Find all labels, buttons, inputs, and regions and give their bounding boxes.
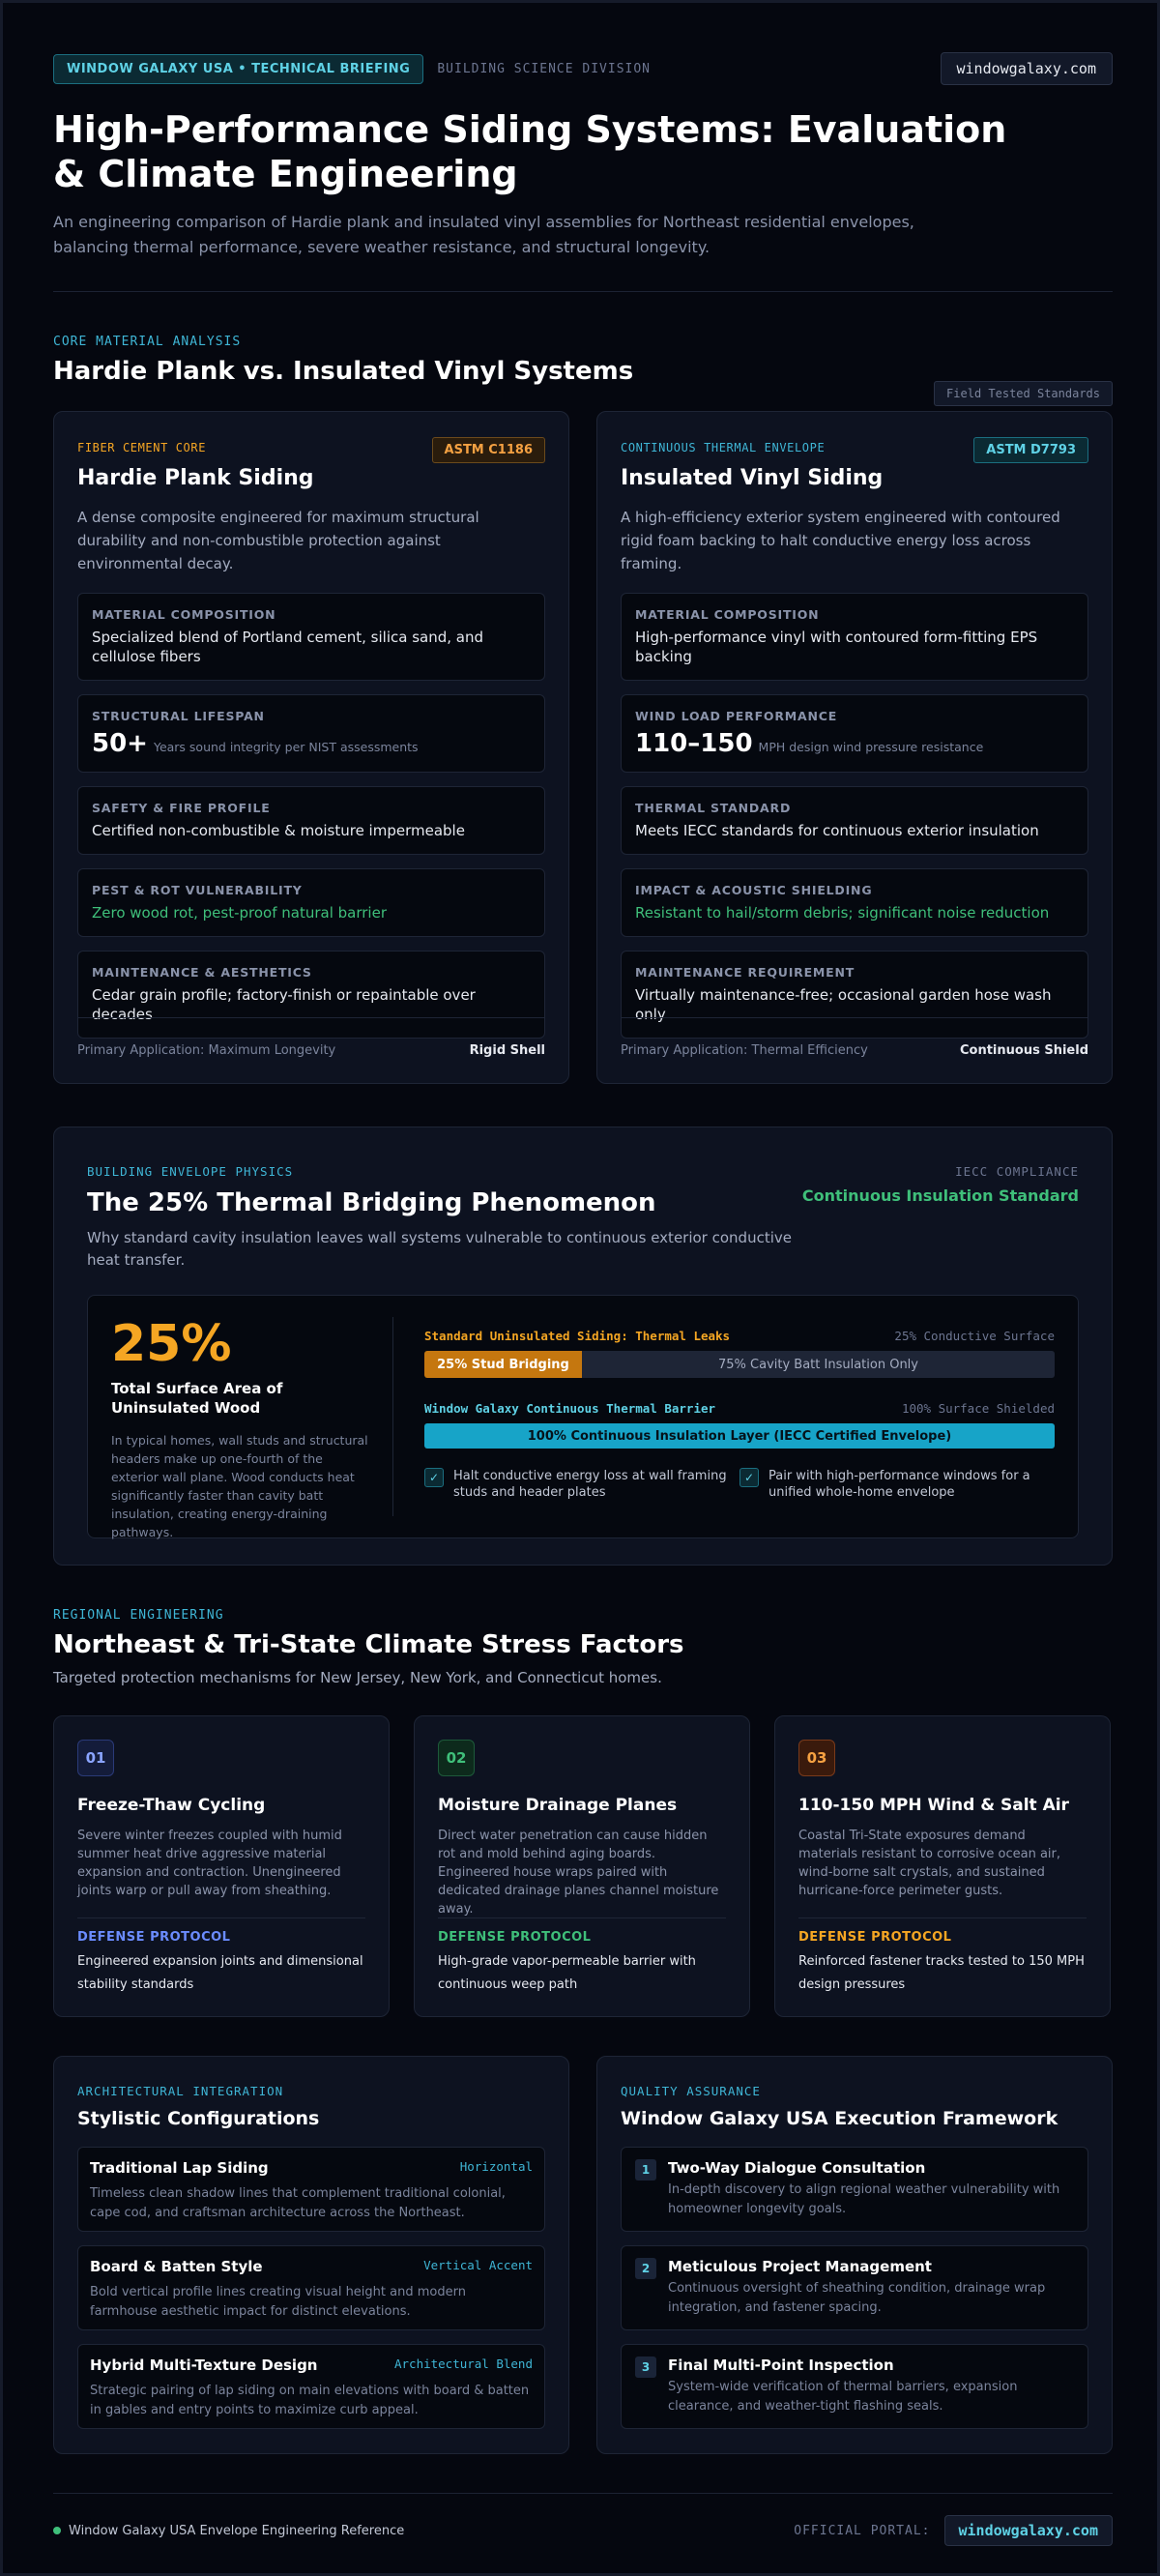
card-number: 03: [798, 1740, 835, 1776]
style-tag: Vertical Accent: [423, 2258, 533, 2272]
spec-label: MATERIAL COMPOSITION: [92, 607, 276, 622]
card-description: Coastal Tri-State exposures demand materials resistant to corrosive ocean air, wind-borne salt crystals, and sustained hurricane-force perimeter gusts.: [798, 1829, 1061, 1898]
insulated-vinyl-card: [596, 411, 1113, 1084]
step-number: 3: [635, 2356, 656, 2378]
bar-label: Window Galaxy Continuous Thermal Barrier: [424, 1401, 716, 1416]
climate-card-wind-salt: [774, 1715, 1111, 2017]
step-description: System-wide verification of thermal barriers, expansion clearance, and weather-tight flashing seals.: [668, 2380, 1018, 2414]
continuous-barrier-bar: [424, 1423, 1055, 1449]
page-content: [53, 53, 1113, 2546]
protocol-label: DEFENSE PROTOCOL: [77, 1917, 365, 1945]
card-description: A dense composite engineered for maximum structural durability and non-combustible protection against environmental decay.: [77, 509, 479, 572]
card-title: Window Galaxy USA Execution Framework: [621, 2108, 1058, 2129]
spec-label: STRUCTURAL LIFESPAN: [92, 709, 265, 723]
protocol-label: DEFENSE PROTOCOL: [798, 1917, 1087, 1945]
bar-label: Standard Uninsulated Siding: Thermal Leaks: [424, 1329, 731, 1343]
card-description: A high-efficiency exterior system engineered with contoured rigid foam backing to halt conductive energy loss across framing.: [621, 509, 1060, 572]
step-name: Meticulous Project Management: [668, 2258, 932, 2275]
card-title: Freeze-Thaw Cycling: [77, 1796, 266, 1815]
section-eyebrow: CORE MATERIAL ANALYSIS: [53, 335, 242, 349]
protocol-value: Engineered expansion joints and dimensional stability standards: [77, 1954, 363, 1992]
spec-value: Specialized blend of Portland cement, silica sand, and cellulose fibers: [92, 629, 483, 665]
style-name: Hybrid Multi-Texture Design: [90, 2356, 318, 2374]
thermal-panel: [87, 1295, 1079, 1538]
core-material-section: [53, 335, 1113, 1084]
spec-pest-rot: [77, 868, 545, 937]
primary-application: Primary Application: Maximum Longevity: [77, 1043, 336, 1058]
protocol-value: Reinforced fastener tracks tested to 150 MPH design pressures: [798, 1954, 1085, 1992]
spec-label: PEST & ROT VULNERABILITY: [92, 883, 303, 897]
spec-sub-value: MPH design wind pressure resistance: [758, 740, 984, 754]
card-footer-tag: Continuous Shield: [959, 1043, 1088, 1058]
style-tag: Architectural Blend: [394, 2356, 533, 2371]
header-url-link[interactable]: windowgalaxy.com: [941, 52, 1114, 85]
standard-badge: ASTM D7793: [973, 437, 1088, 463]
briefing-badge: WINDOW GALAXY USA • TECHNICAL BRIEFING: [53, 54, 423, 84]
card-description: Direct water penetration can cause hidden rot and mold behind aging boards. Engineered house wraps paired with dedicated drainage planes channel moisture away.: [438, 1829, 719, 1917]
card-eyebrow: FIBER CEMENT CORE: [77, 441, 207, 454]
standard-badge: ASTM C1186: [432, 437, 545, 463]
check-list: [424, 1468, 1055, 1501]
climate-card-moisture: [414, 1715, 750, 2017]
portal-url-link[interactable]: windowgalaxy.com: [944, 2515, 1114, 2546]
check-item: [424, 1468, 740, 1501]
check-text: Halt conductive energy loss at wall framing studs and header plates: [453, 1469, 727, 1500]
framework-step: [621, 2344, 1088, 2429]
step-name: Final Multi-Point Inspection: [668, 2356, 894, 2374]
checkmark-icon: ✓: [740, 1468, 759, 1487]
page-title: High-Performance Siding Systems: Evaluation & Climate Engineering: [53, 108, 1007, 195]
status-dot-icon: [53, 2527, 61, 2534]
spec-label: THERMAL STANDARD: [635, 801, 792, 815]
primary-application: Primary Application: Thermal Efficiency: [621, 1043, 868, 1058]
footer-reference: Window Galaxy USA Envelope Engineering Reference: [69, 2523, 405, 2538]
iecc-compliance: [802, 1164, 1079, 1205]
spec-label: WIND LOAD PERFORMANCE: [635, 709, 838, 723]
protocol-label: DEFENSE PROTOCOL: [438, 1917, 726, 1945]
spec-material-composition: [621, 593, 1088, 681]
percentage-stat: 25%: [111, 1315, 232, 1373]
stud-bridging-segment: 25% Stud Bridging: [424, 1351, 582, 1378]
bar-right-label: 25% Conductive Surface: [894, 1329, 1055, 1343]
integration-qa-section: [53, 2056, 1113, 2454]
style-name: Board & Batten Style: [90, 2258, 263, 2275]
card-footer: [77, 1017, 545, 1083]
section-subtitle: Why standard cavity insulation leaves wall systems vulnerable to continuous exterior conductive heat transfer.: [87, 1229, 792, 1269]
spec-label: IMPACT & ACOUSTIC SHIELDING: [635, 883, 873, 897]
card-number: 01: [77, 1740, 114, 1776]
percentage-label: Total Surface Area of Uninsulated Wood: [111, 1380, 283, 1417]
bar-header: [424, 1329, 1055, 1343]
style-item: [77, 2344, 545, 2429]
section-title: Hardie Plank vs. Insulated Vinyl Systems: [53, 357, 634, 386]
uninsulated-bar: [424, 1351, 1055, 1378]
spec-label: MAINTENANCE REQUIREMENT: [635, 965, 856, 980]
protocol-value: High-grade vapor-permeable barrier with continuous weep path: [438, 1954, 696, 1992]
card-title: Stylistic Configurations: [77, 2108, 320, 2129]
spec-value: Certified non-combustible & moisture impermeable: [92, 822, 465, 839]
check-item: [740, 1468, 1055, 1501]
section-title: Northeast & Tri-State Climate Stress Factors: [53, 1630, 684, 1659]
spec-material-composition: [77, 593, 545, 681]
card-eyebrow: CONTINUOUS THERMAL ENVELOPE: [621, 441, 826, 454]
thermal-bars: [393, 1296, 1078, 1537]
execution-framework-card: [596, 2056, 1113, 2454]
page-footer: [53, 2493, 1113, 2546]
card-title: Insulated Vinyl Siding: [621, 466, 884, 490]
card-title: 110-150 MPH Wind & Salt Air: [798, 1796, 1069, 1815]
spec-impact-acoustic: [621, 868, 1088, 937]
step-name: Two-Way Dialogue Consultation: [668, 2159, 926, 2177]
continuous-insulation-segment: 100% Continuous Insulation Layer (IECC Certified Envelope): [424, 1423, 1055, 1449]
spec-label: SAFETY & FIRE PROFILE: [92, 801, 271, 815]
spec-value: Cedar grain profile; factory-finish or repaintable over decades: [92, 986, 476, 1023]
header-divider: [53, 291, 1113, 292]
card-title: Moisture Drainage Planes: [438, 1796, 678, 1815]
card-title: Hardie Plank Siding: [77, 466, 314, 490]
thermal-stat: [88, 1315, 393, 1539]
step-description: Continuous oversight of sheathing condition, drainage wrap integration, and fastener spacing.: [668, 2281, 1046, 2315]
stylistic-configurations-card: [53, 2056, 569, 2454]
style-description: Bold vertical profile lines creating visual height and modern farmhouse aesthetic impact for distinct elevations.: [90, 2285, 466, 2319]
style-description: Timeless clean shadow lines that complement traditional colonial, cape cod, and craftsman architecture across the Northeast.: [90, 2186, 506, 2220]
spec-big-value: 50+: [92, 729, 148, 758]
page-subtitle: An engineering comparison of Hardie plank and insulated vinyl assemblies for Northeast residential envelopes, balancing thermal performance, severe weather resistance, and structural longevity.: [53, 213, 914, 256]
section-eyebrow: BUILDING ENVELOPE PHYSICS: [87, 1164, 294, 1179]
spec-thermal-standard: [621, 786, 1088, 855]
framework-step: [621, 2147, 1088, 2232]
spec-label: MATERIAL COMPOSITION: [635, 607, 820, 622]
style-name: Traditional Lap Siding: [90, 2159, 269, 2177]
spec-structural-lifespan: [77, 694, 545, 773]
field-tested-tag: Field Tested Standards: [934, 381, 1113, 406]
style-item: [77, 2147, 545, 2232]
percentage-description: In typical homes, wall studs and structural headers make up one-fourth of the exterior wall plane. Wood conducts heat significantly faster than cavity batt insulation, creating energy-draining pathways.: [111, 1433, 368, 1539]
spec-value: Resistant to hail/storm debris; significant noise reduction: [635, 904, 1050, 922]
bar-right-label: 100% Surface Shielded: [901, 1401, 1055, 1416]
division-label: BUILDING SCIENCE DIVISION: [437, 61, 652, 76]
style-item: [77, 2245, 545, 2330]
card-eyebrow: QUALITY ASSURANCE: [621, 2084, 761, 2098]
checkmark-icon: ✓: [424, 1468, 444, 1487]
style-description: Strategic pairing of lap siding on main elevations with board & batten in gables and entry points to maximize curb appeal.: [90, 2384, 530, 2417]
card-eyebrow: ARCHITECTURAL INTEGRATION: [77, 2084, 284, 2098]
hardie-plank-card: [53, 411, 569, 1084]
regional-engineering-section: [53, 1608, 1113, 2017]
card-description: Severe winter freezes coupled with humid summer heat drive aggressive material expansion and contraction. Unengineered joints warp or pull away from sheathing.: [77, 1829, 342, 1898]
spec-value: Virtually maintenance-free; occasional garden hose wash only: [635, 986, 1052, 1023]
section-subtitle: Targeted protection mechanisms for New Jersey, New York, and Connecticut homes.: [53, 1669, 662, 1686]
spec-label: MAINTENANCE & AESTHETICS: [92, 965, 312, 980]
header-bar: [53, 53, 1113, 84]
spec-value: High-performance vinyl with contoured form-fitting EPS backing: [635, 629, 1038, 665]
check-text: Pair with high-performance windows for a unified whole-home envelope: [768, 1469, 1030, 1500]
spec-sub-value: Years sound integrity per NIST assessments: [153, 740, 419, 754]
step-number: 1: [635, 2159, 656, 2181]
section-eyebrow: REGIONAL ENGINEERING: [53, 1608, 224, 1623]
step-description: In-depth discovery to align regional weather vulnerability with homeowner longevity goals.: [668, 2182, 1060, 2216]
spec-value: Meets IECC standards for continuous exterior insulation: [635, 822, 1039, 839]
cavity-batt-segment: 75% Cavity Batt Insulation Only: [582, 1351, 1055, 1378]
card-footer: [621, 1017, 1088, 1083]
spec-big-value: 110–150: [635, 729, 753, 758]
thermal-bridging-section: [53, 1127, 1113, 1566]
card-number: 02: [438, 1740, 475, 1776]
section-title: The 25% Thermal Bridging Phenomenon: [87, 1188, 656, 1217]
compliance-value: Continuous Insulation Standard: [801, 1186, 1079, 1205]
spec-safety-fire: [77, 786, 545, 855]
bar-header: [424, 1401, 1055, 1416]
framework-step: [621, 2245, 1088, 2330]
spec-wind-load: [621, 694, 1088, 773]
style-tag: Horizontal: [459, 2159, 533, 2174]
spec-value: Zero wood rot, pest-proof natural barrier: [92, 904, 387, 922]
compliance-label: IECC COMPLIANCE: [955, 1164, 1079, 1179]
step-number: 2: [635, 2258, 656, 2279]
portal-label: OFFICIAL PORTAL:: [794, 2523, 931, 2538]
card-footer-tag: Rigid Shell: [469, 1043, 545, 1058]
climate-card-freeze-thaw: [53, 1715, 390, 2017]
